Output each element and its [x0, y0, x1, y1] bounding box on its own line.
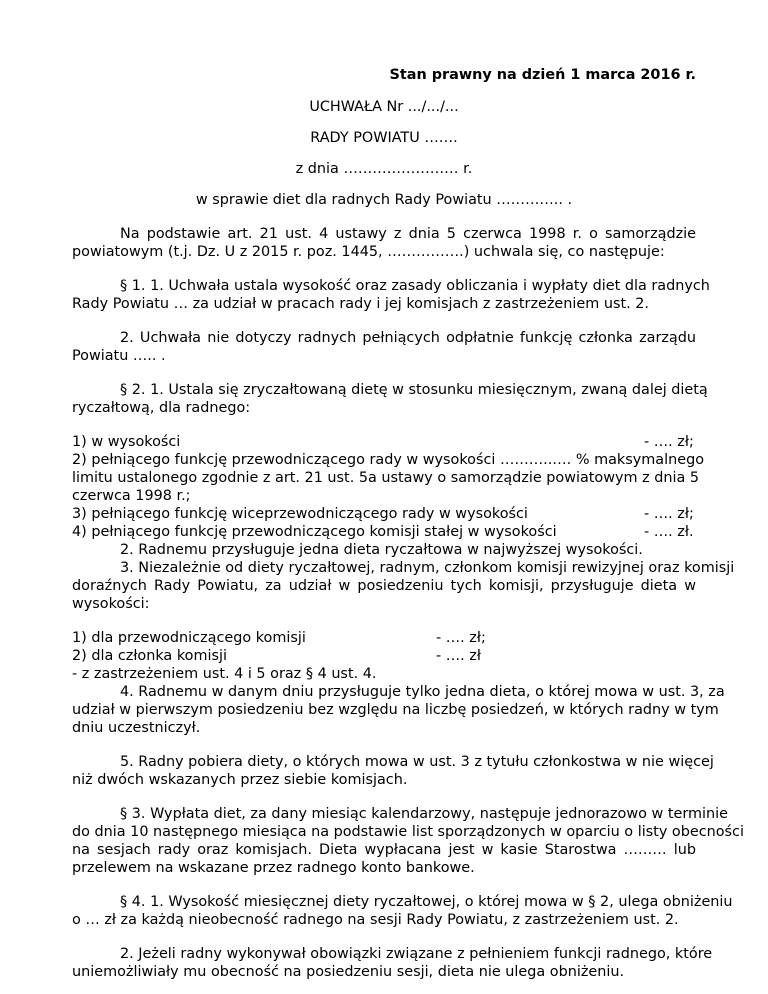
allowance-item-3: [72, 505, 696, 523]
paragraph-2-line-2: ryczałtową, dla radnego:: [72, 400, 251, 416]
paragraph-2-5-line-1: 5. Radny pobiera diety, o których mowa w ust. 3 z tytułu członkostwa w nie więcej: [120, 754, 714, 770]
paragraph-3-line-3: na sesjach rady oraz komisjach. Dieta wypłacana jest w kasie Starostwa ……… lub: [72, 842, 696, 858]
paragraph-3-line-4: przelewem na wskazane przez radnego konto bankowe.: [72, 860, 475, 876]
allowance-item-2-line-1: 2) pełniącego funkcję przewodniczącego rady w wysokości ………..…. % maksymalnego: [72, 452, 705, 468]
committee-item-1-value: - …. zł;: [436, 630, 486, 646]
legal-status-date: Stan prawny na dzień 1 marca 2016 r.: [389, 67, 696, 83]
committee-item-2-label: 2) dla członka komisji: [72, 648, 227, 664]
paragraph-3-line-1: § 3. Wypłata diet, za dany miesiąc kalendarzowy, następuje jednorazowo w terminie: [120, 806, 728, 822]
paragraph-2-4-line-2: udział w pierwszym posiedzeniu bez względu na liczbę posiedzeń, w których radny w tym: [72, 702, 719, 718]
resolution-subject: w sprawie diet dla radnych Rady Powiatu ………….. .: [195, 192, 573, 208]
committee-item-2-value: - …. zł: [436, 648, 481, 664]
allowance-item-1-label: 1) w wysokości: [72, 434, 181, 450]
committee-note: - z zastrzeżeniem ust. 4 i 5 oraz § 4 ust. 4.: [72, 666, 377, 682]
paragraph-2-4-line-1: 4. Radnemu w danym dniu przysługuje tylko jedna dieta, o której mowa w ust. 3, za: [120, 684, 725, 700]
paragraph-1-line-2: Rady Powiatu … za udział w pracach rady i jej komisjach z zastrzeżeniem ust. 2.: [72, 296, 649, 312]
paragraph-2-3-line-3: wysokości:: [72, 596, 150, 612]
resolution-number: UCHWAŁA Nr .../.../...: [309, 99, 459, 115]
allowance-item-1: [72, 433, 696, 451]
allowance-item-1-value: - …. zł;: [644, 434, 694, 450]
paragraph-1-2-line-1: 2. Uchwała nie dotyczy radnych pełniących odpłatnie funkcję członka zarządu: [120, 330, 696, 346]
committee-item-1-label: 1) dla przewodniczącego komisji: [72, 630, 306, 646]
paragraph-1-2-line-2: Powiatu ….. .: [72, 348, 166, 364]
allowance-item-4-label: 4) pełniącego funkcję przewodniczącego komisji stałej w wysokości: [72, 524, 557, 540]
council-name: RADY POWIATU …….: [310, 130, 458, 146]
paragraph-4-line-2: o … zł za każdą nieobecność radnego na sesji Rady Powiatu, z zastrzeżeniem ust. 2.: [72, 912, 679, 928]
preamble-line-2: powiatowym (t.j. Dz. U z 2015 r. poz. 1445, …………….) uchwala się, co następuje:: [72, 244, 665, 260]
committee-item-2: [72, 647, 696, 665]
allowance-item-3-value: - …. zł;: [644, 506, 694, 522]
allowance-item-2-line-2: limitu ustalonego zgodnie z art. 21 ust. 5a ustawy o samorządzie powiatowym z dnia 5: [72, 470, 700, 486]
paragraph-4-line-1: § 4. 1. Wysokość miesięcznej diety ryczałtowej, o której mowa w § 2, ulega obniżeniu: [120, 894, 733, 910]
paragraph-2-5-line-2: niż dwóch wskazanych przez siebie komisjach.: [72, 772, 408, 788]
paragraph-2-line-1: § 2. 1. Ustala się zryczałtowaną dietę w stosunku miesięcznym, zwaną dalej dietą: [120, 382, 708, 398]
allowance-item-4-value: - …. zł.: [644, 524, 694, 540]
preamble-line-1: Na podstawie art. 21 ust. 4 ustawy z dnia 5 czerwca 1998 r. o samorządzie: [120, 226, 696, 242]
paragraph-1-line-1: § 1. 1. Uchwała ustala wysokość oraz zasady obliczania i wypłaty diet dla radnych: [120, 278, 710, 294]
paragraph-2-3-line-2: doraźnych Rady Powiatu, za udział w posiedzeniu tych komisji, przysługuje dieta w: [72, 578, 696, 594]
paragraph-2-4-line-3: dniu uczestniczył.: [72, 720, 201, 736]
paragraph-4-2-line-1: 2. Jeżeli radny wykonywał obowiązki związane z pełnieniem funkcji radnego, które: [120, 946, 713, 962]
paragraph-4-2-line-2: uniemożliwiały mu obecność na posiedzeniu sesji, dieta nie ulega obniżeniu.: [72, 964, 625, 980]
allowance-item-2-line-3: czerwca 1998 r.;: [72, 488, 191, 504]
resolution-date: z dnia …………………… r.: [295, 161, 473, 177]
paragraph-3-line-2: do dnia 10 następnego miesiąca na podstawie list sporządzonych w oparciu o listy obecności: [72, 824, 744, 840]
paragraph-2-3-line-1: 3. Niezależnie od diety ryczałtowej, radnym, członkom komisji rewizyjnej oraz komisji: [120, 560, 735, 576]
committee-item-1: [72, 629, 696, 647]
paragraph-2-2: 2. Radnemu przysługuje jedna dieta ryczałtowa w najwyższej wysokości.: [120, 542, 643, 558]
allowance-item-4: [72, 523, 696, 541]
allowance-item-3-label: 3) pełniącego funkcję wiceprzewodniczącego rady w wysokości: [72, 506, 528, 522]
